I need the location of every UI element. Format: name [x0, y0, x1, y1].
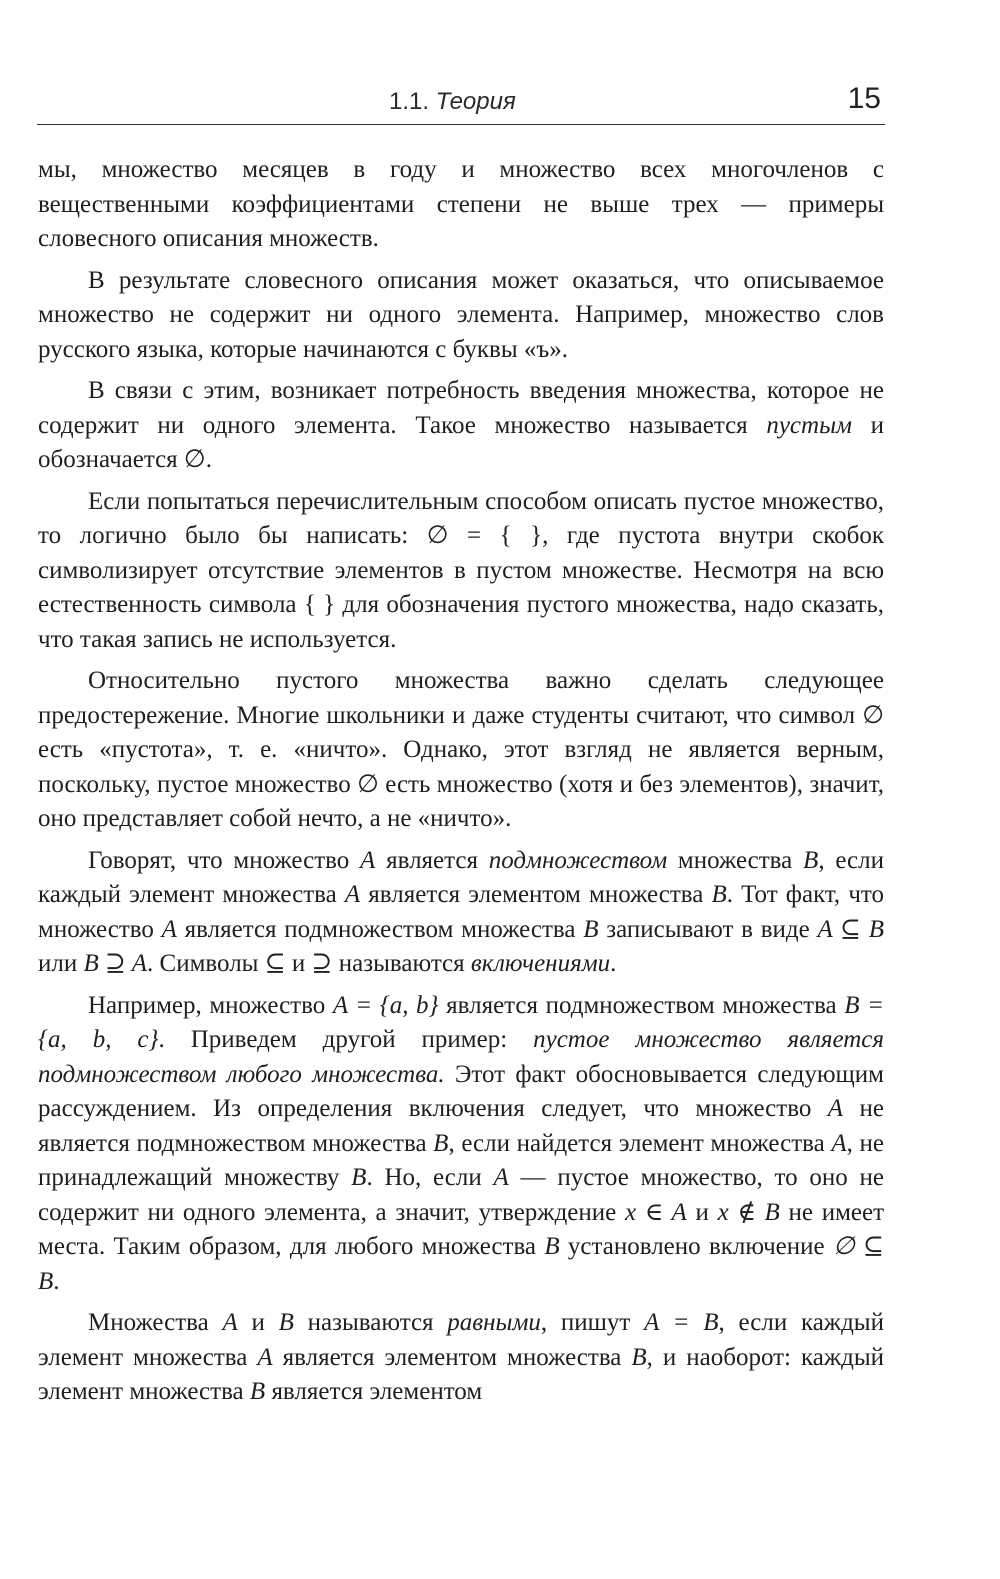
math-var: A — [161, 915, 177, 943]
math-var: B — [711, 881, 727, 908]
text-run: Если попытаться перечислительным способом описать пустое множество, то логично было бы написать: ∅ = { }, где пустота внутри скобок символизирует отсутствие элементов в пустом множестве. Несмотря на всю естественность символа { } для обозначения пустого множества, надо сказать, что такая запись не используется. — [38, 487, 884, 653]
text-run: . Приведем другой пример: — [158, 1026, 534, 1053]
math-var: A — [493, 1164, 509, 1191]
math-expression: x ∈ A — [624, 1198, 687, 1226]
text-run: — пустое множество, то оно не содержит ни одного элемента, а значит, утверждение — [38, 1164, 884, 1226]
text-run: называются — [293, 1309, 448, 1336]
math-expression: ∅ ⊆ B — [38, 1233, 884, 1295]
text-run: В результате словесного описания может оказаться, что описываемое множество не содержит ни одного элемента. Например, множество слов русского языка, которые начинаются с буквы «ъ». — [38, 266, 884, 363]
text-run: является элементом — [265, 1378, 483, 1405]
text-run: является элементом множества — [272, 1343, 632, 1371]
math-var: B — [249, 1378, 266, 1405]
text-run: записывают в виде — [598, 915, 818, 943]
math-var: B — [278, 1309, 294, 1336]
text-run: является — [375, 846, 489, 874]
math-var: B — [803, 846, 819, 874]
header-rule — [37, 124, 885, 125]
text-run: и обозначается ∅. — [38, 411, 884, 473]
paragraph-5 — [38, 664, 884, 837]
text-run: В связи с этим, возникает потребность введения множества, которое не содержит ни одного элемента. Такое множество называется — [38, 377, 884, 439]
math-var: B — [433, 1129, 449, 1157]
math-expression: A = B — [644, 1309, 719, 1336]
text-run: , если найдется элемент множества — [448, 1129, 832, 1157]
section-number: 1.1. — [389, 88, 430, 115]
text-run: . Но, если — [366, 1164, 494, 1191]
text-run: и — [237, 1309, 279, 1336]
section-heading — [389, 88, 516, 116]
section-title: Теория — [435, 88, 516, 115]
math-var: A — [831, 1129, 847, 1157]
term-empty-set: пустым — [766, 411, 852, 439]
page-number: 15 — [847, 82, 881, 115]
math-var: A — [344, 881, 361, 908]
paragraph-2 — [38, 264, 884, 368]
text-run: , если каждый элемент множества — [38, 846, 884, 908]
term-equal: равными — [447, 1309, 541, 1336]
text-run: , не принадлежащий множеству — [38, 1129, 884, 1191]
text-run: установлено включение — [559, 1233, 833, 1260]
text-run: Говорят, что множество — [88, 846, 361, 874]
math-var: B — [351, 1164, 367, 1191]
math-expression: x ∉ B — [717, 1198, 780, 1226]
text-run: является элементом множества — [360, 881, 712, 908]
text-run: . — [610, 950, 617, 977]
text-run: не имеет места. Таким образом, для любого множества — [38, 1198, 885, 1260]
text-run: . Символы ⊆ и ⊇ называются — [147, 950, 471, 977]
text-run: мы, множество месяцев в году и множество всех многочленов с вещественными коэффициентами степени не выше трех — примеры словесного описания множеств. — [38, 156, 884, 252]
math-var: A — [827, 1095, 844, 1122]
running-head — [37, 78, 885, 124]
paragraph-1 — [38, 153, 884, 257]
text-run: и — [686, 1198, 718, 1226]
text-run: Например, множество — [88, 991, 333, 1019]
text-run: Относительно пустого множества важно сделать следующее предостережение. Многие школьники и даже студенты считают, что символ ∅ есть «пустота», т. е. «ничто». Однако, этот взгляд не является верным, поскольку, пустое множество ∅ есть множество (хотя и без элементов), значит, оно представляет собой нечто, а не «ничто». — [38, 667, 884, 832]
text-run: множества — [667, 846, 804, 874]
text-run: , и наоборот: каждый элемент множества — [38, 1343, 884, 1405]
paragraph-8 — [38, 1306, 884, 1410]
math-var: B — [544, 1233, 560, 1260]
text-run: или — [38, 950, 84, 977]
text-run: является подмножеством множества — [438, 991, 845, 1019]
math-var: A — [360, 846, 376, 874]
paragraph-3 — [38, 374, 884, 478]
text-run: не является подмножеством множества — [38, 1095, 884, 1157]
text-run: , пишут — [540, 1309, 645, 1336]
text-run: является подмножеством множества — [176, 915, 584, 943]
body-text — [38, 153, 884, 1417]
text-run: . — [53, 1267, 60, 1295]
paragraph-6 — [38, 844, 884, 982]
paragraph-7 — [38, 989, 884, 1300]
math-expression: B ⊇ A — [83, 950, 148, 977]
paragraph-4 — [38, 485, 884, 658]
text-run: Этот факт обосновывается следующим рассуждением. Из определения включения следует, что множество — [38, 1060, 884, 1122]
term-inclusions: включениями — [470, 950, 611, 977]
math-expression: A = {a, b} — [332, 991, 439, 1019]
math-var: A — [257, 1343, 273, 1371]
math-expression: A ⊆ B — [817, 915, 884, 943]
math-var: B — [583, 915, 599, 943]
math-expression: B = {a, b, c} — [38, 991, 884, 1053]
text-run: , если каждый элемент множества — [38, 1309, 884, 1371]
theorem-statement: пустое множество является подмножеством любого множества. — [38, 1026, 884, 1088]
math-var: A — [222, 1309, 238, 1336]
term-subset: подмножеством — [488, 846, 668, 874]
text-run: Множества — [88, 1309, 223, 1336]
math-var: B — [631, 1343, 647, 1371]
text-run: . Тот факт, что множество — [38, 881, 884, 943]
